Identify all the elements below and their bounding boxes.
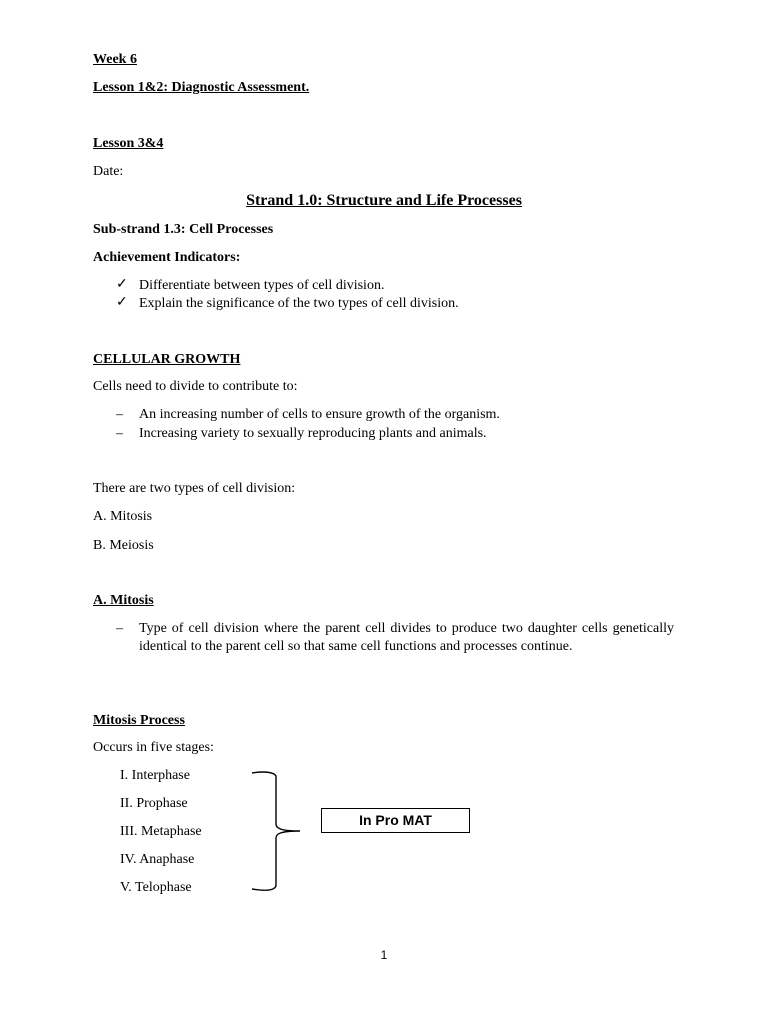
cellular-growth-heading: CELLULAR GROWTH [93, 352, 241, 367]
indicator-item: Explain the significance of the two types of cell division. [139, 296, 459, 311]
mnemonic-box: In Pro MAT [321, 808, 470, 833]
stage-item: II. Prophase [120, 796, 188, 811]
substrand-heading: Sub-strand 1.3: Cell Processes [93, 222, 274, 237]
lesson-1-2-heading: Lesson 1&2: Diagnostic Assessment. [93, 80, 310, 95]
week-heading: Week 6 [93, 52, 137, 67]
dash-icon: – [116, 426, 123, 441]
stage-item: III. Metaphase [120, 824, 202, 839]
types-intro: There are two types of cell division: [93, 481, 296, 496]
indicator-item: Differentiate between types of cell division. [139, 278, 385, 293]
growth-intro: Cells need to divide to contribute to: [93, 379, 298, 394]
achievement-indicators-heading: Achievement Indicators: [93, 250, 241, 265]
type-b: B. Meiosis [93, 538, 154, 553]
lesson-3-4-heading: Lesson 3&4 [93, 136, 164, 151]
check-icon: ✓ [116, 277, 128, 292]
mitosis-definition: Type of cell division where the parent cell divides to produce two daughter cells genetically identical to the parent cell so that same cell functions and processes continue. [139, 621, 674, 654]
dash-icon: – [116, 407, 123, 422]
stage-item: I. Interphase [120, 768, 190, 783]
stage-item: V. Telophase [120, 880, 192, 895]
stages-intro: Occurs in five stages: [93, 740, 214, 755]
page-number: 1 [380, 948, 388, 962]
check-icon: ✓ [116, 295, 128, 310]
date-label: Date: [93, 164, 124, 179]
mitosis-process-heading: Mitosis Process [93, 713, 185, 728]
stage-item: IV. Anaphase [120, 852, 195, 867]
type-a: A. Mitosis [93, 509, 153, 524]
curly-brace-icon [250, 770, 306, 894]
growth-point: Increasing variety to sexually reproducing plants and animals. [139, 426, 487, 441]
mitosis-heading: A. Mitosis [93, 593, 154, 608]
dash-icon: – [116, 621, 123, 636]
growth-point: An increasing number of cells to ensure growth of the organism. [139, 407, 500, 422]
strand-title: Strand 1.0: Structure and Life Processes [246, 192, 522, 209]
